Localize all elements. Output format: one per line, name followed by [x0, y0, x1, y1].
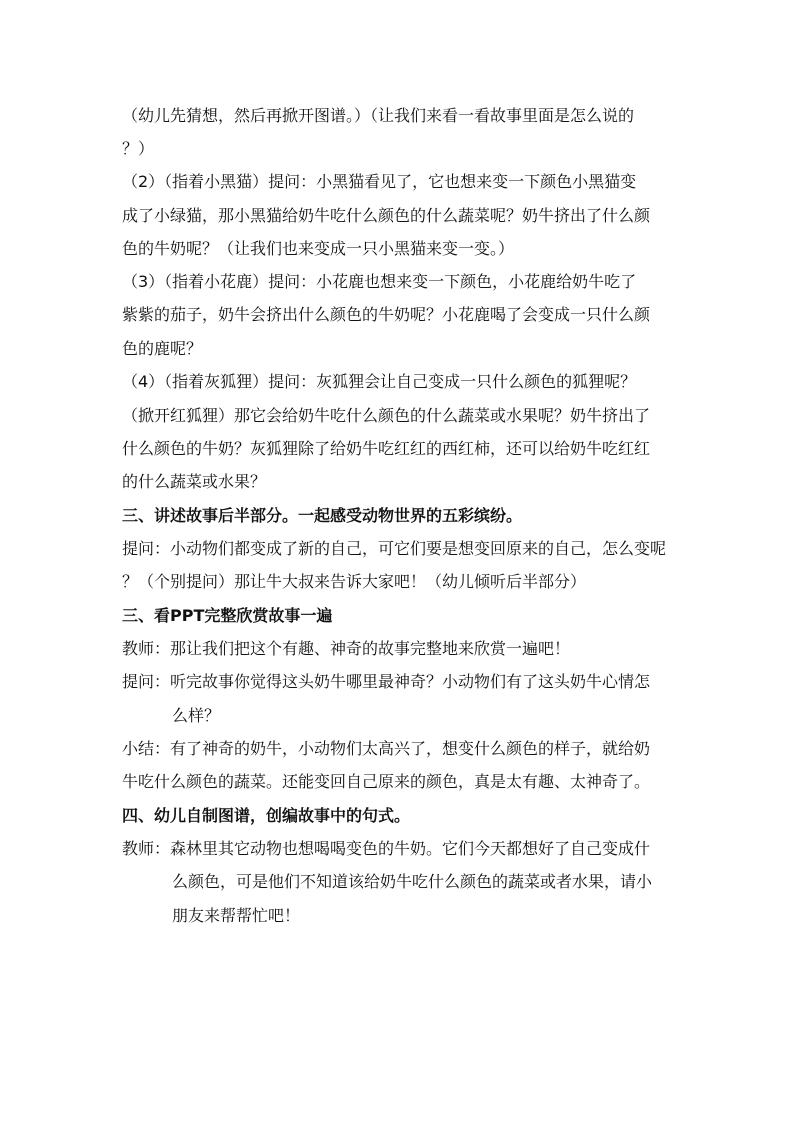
paragraph-line: 的什么蔬菜或水果？	[122, 472, 267, 491]
paragraph-line: ？（个别提问）那让牛大叔来告诉大家吧！（幼儿倾听后半部分）	[122, 572, 587, 591]
paragraph-line: 紫紫的茄子，奶牛会挤出什么颜色的牛奶呢？小花鹿喝了会变成一只什么颜	[122, 305, 651, 324]
paragraph-line: 什么颜色的牛奶？灰狐狸除了给奶牛吃红红的西红柿，还可以给奶牛吃红红	[122, 439, 651, 458]
paragraph-line: 教师：那让我们把这个有趣、神奇的故事完整地来欣赏一遍吧！	[122, 639, 571, 658]
paragraph-line: （2）（指着小黑猫）提问：小黑猫看见了，它也想来变一下颜色小黑猫变	[122, 172, 637, 191]
paragraph-line: （幼儿先猜想，然后再掀开图谱。）（让我们来看一看故事里面是怎么说的	[122, 106, 635, 125]
paragraph-line: 提问：小动物们都变成了新的自己，可它们要是想变回原来的自己，怎么变呢	[122, 539, 667, 558]
paragraph-line: 提问：听完故事你觉得这头奶牛哪里最神奇？小动物们有了这头奶牛心情怎	[122, 672, 651, 691]
paragraph-line: ？）	[122, 139, 155, 158]
paragraph-line: 么样？	[172, 706, 221, 725]
paragraph-line: （掀开红狐狸）那它会给奶牛吃什么颜色的什么蔬菜或水果呢？奶牛挤出了	[122, 406, 651, 425]
paragraph-line: 色的牛奶呢？（让我们也来变成一只小黑猫来变一变。）	[122, 239, 515, 258]
paragraph-line: 教师：森林里其它动物也想喝喝变色的牛奶。它们今天都想好了自己变成什	[122, 839, 651, 858]
paragraph-line: 朋友来帮帮忙吧！	[172, 906, 301, 925]
paragraph-line: 么颜色，可是他们不知道该给奶牛吃什么颜色的蔬菜或者水果，请小	[172, 872, 653, 891]
section-heading: 四、幼儿自制图谱，创编故事中的句式。	[122, 806, 411, 825]
paragraph-line: 成了小绿猫，那小黑猫给奶牛吃什么颜色的什么蔬菜呢？奶牛挤出了什么颜	[122, 206, 651, 225]
paragraph-line: 色的鹿呢？	[122, 339, 203, 358]
section-heading: 三、讲述故事后半部分。一起感受动物世界的五彩缤纷。	[122, 506, 523, 525]
section-heading: 三、看PPT完整欣赏故事一遍	[122, 606, 333, 625]
paragraph-line: （4）（指着灰狐狸）提问：灰狐狸会让自己变成一只什么颜色的狐狸呢？	[122, 372, 637, 391]
paragraph-line: 牛吃什么颜色的蔬菜。还能变回自己原来的颜色，真是太有趣、太神奇了。	[122, 772, 651, 791]
paragraph-line: 小结：有了神奇的奶牛，小动物们太高兴了，想变什么颜色的样子，就给奶	[122, 739, 651, 758]
paragraph-line: （3）（指着小花鹿）提问：小花鹿也想来变一下颜色，小花鹿给奶牛吃了	[122, 272, 637, 291]
